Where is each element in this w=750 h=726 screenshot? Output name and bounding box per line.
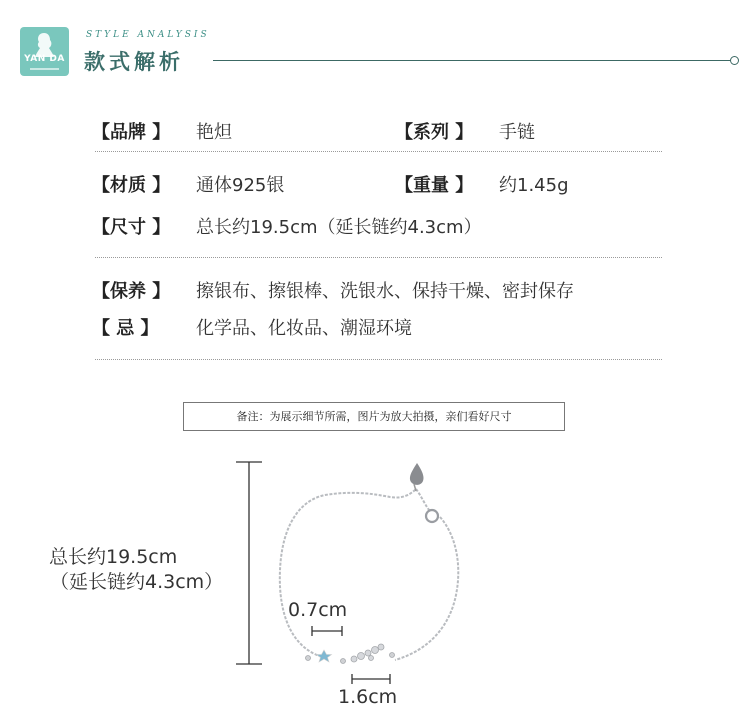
star-charm <box>317 650 332 662</box>
note-box: 备注：为展示细节所需，图片为放大拍摄，亲们看好尺寸 <box>183 402 565 431</box>
section-title: 款式解析 <box>84 50 184 74</box>
spec-divider <box>95 257 662 258</box>
total-length-label: 总长约19.5cm <box>49 546 178 568</box>
series-label: 【系列 】 <box>395 122 474 143</box>
header-divider-dot <box>730 56 739 65</box>
extension-length-label: （延长链约4.3cm） <box>50 571 224 593</box>
material-value: 通体925银 <box>196 175 285 196</box>
length-dimension-line <box>236 462 262 664</box>
logo-text: YAN DA <box>24 54 65 64</box>
crystal-cluster <box>351 644 384 662</box>
weight-label: 【重量 】 <box>395 175 474 196</box>
teardrop-charm <box>410 463 424 485</box>
size-label: 【尺寸 】 <box>92 217 171 238</box>
spec-divider <box>95 151 662 152</box>
charm-width-label: 0.7cm <box>288 599 348 621</box>
section-subtitle: STYLE ANALYSIS <box>86 30 210 40</box>
bracelet-photo <box>230 455 490 670</box>
brand-logo <box>20 27 69 76</box>
brand-label: 【品牌 】 <box>92 122 171 143</box>
spring-ring-clasp <box>426 510 438 522</box>
material-label: 【材质 】 <box>92 175 171 196</box>
cluster-width-bracket <box>350 672 392 686</box>
weight-value: 约1.45g <box>499 175 569 196</box>
size-value: 总长约19.5cm（延长链约4.3cm） <box>196 217 482 238</box>
header-divider <box>213 60 731 61</box>
logo-underline <box>30 68 59 70</box>
avoid-value: 化学品、化妆品、潮湿环境 <box>196 318 412 339</box>
care-label: 【保养 】 <box>92 281 171 302</box>
spec-divider <box>95 359 662 360</box>
brand-value: 艳炟 <box>196 122 232 143</box>
avoid-label: 【 忌 】 <box>92 318 159 339</box>
care-value: 擦银布、擦银棒、洗银水、保持干燥、密封保存 <box>196 281 574 302</box>
bracelet-chain <box>280 489 458 660</box>
charm-width-bracket <box>312 626 342 636</box>
cluster-width-label: 1.6cm <box>338 686 398 708</box>
series-value: 手链 <box>499 122 535 143</box>
